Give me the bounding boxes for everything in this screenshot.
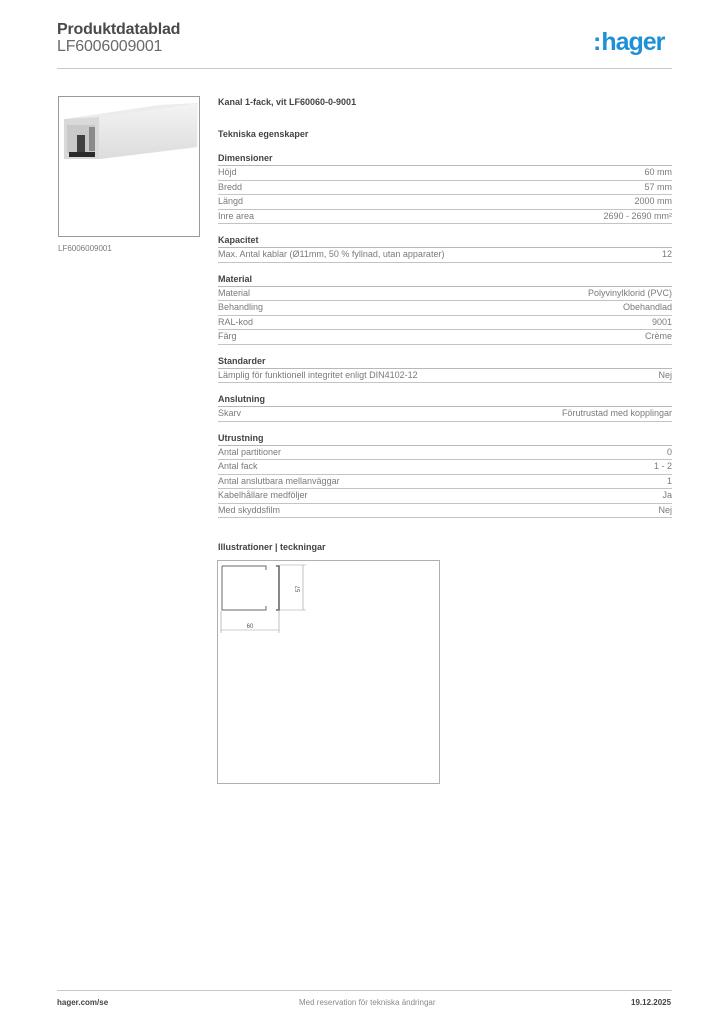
section-title: Standarder bbox=[218, 355, 672, 369]
spec-label: Höjd bbox=[218, 167, 237, 177]
spec-value: Förutrustad med kopplingar bbox=[561, 408, 672, 418]
spec-row bbox=[218, 166, 672, 181]
spec-label: Längd bbox=[218, 196, 244, 206]
footer-website-link[interactable]: hager.com/se bbox=[57, 998, 109, 1007]
spec-value: Crème bbox=[644, 331, 672, 341]
section-connection bbox=[218, 393, 672, 422]
specifications bbox=[218, 96, 672, 518]
spec-value: Ja bbox=[662, 490, 672, 500]
spec-row bbox=[218, 407, 672, 422]
spec-value: Polyvinylklorid (PVC) bbox=[587, 287, 672, 298]
spec-label: Material bbox=[218, 287, 251, 298]
spec-value: 1 - 2 bbox=[653, 461, 672, 471]
spec-row bbox=[218, 316, 672, 331]
spec-label: Skarv bbox=[218, 408, 242, 418]
product-image-caption: LF6006009001 bbox=[58, 244, 112, 253]
spec-label: Max. Antal kablar (Ø11mm, 50 % fyllnad, utan apparater) bbox=[218, 249, 445, 259]
spec-label: Kabelhållare medföljer bbox=[218, 490, 308, 500]
spec-value: 2000 mm bbox=[634, 196, 672, 206]
section-dimensions bbox=[218, 152, 672, 224]
footer-date: 19.12.2025 bbox=[631, 998, 672, 1007]
spec-row bbox=[218, 489, 672, 504]
section-standards bbox=[218, 355, 672, 384]
spec-row bbox=[218, 475, 672, 490]
spec-row bbox=[218, 330, 672, 345]
spec-value: 9001 bbox=[651, 316, 672, 327]
footer-disclaimer: Med reservation för tekniska ändringar bbox=[299, 998, 436, 1007]
product-image bbox=[58, 96, 200, 237]
spec-label: RAL-kod bbox=[218, 316, 254, 327]
section-title: Anslutning bbox=[218, 393, 672, 407]
spec-value: 0 bbox=[666, 446, 672, 457]
section-capacity bbox=[218, 234, 672, 263]
spec-row bbox=[218, 287, 672, 302]
logo-text: hager bbox=[601, 28, 665, 56]
technical-drawing bbox=[217, 560, 440, 784]
document-title: Produktdatablad bbox=[57, 21, 181, 38]
product-code: LF6006009001 bbox=[57, 38, 163, 55]
section-title: Material bbox=[218, 273, 672, 287]
spec-row bbox=[218, 181, 672, 196]
section-material bbox=[218, 273, 672, 345]
spec-label: Bredd bbox=[218, 181, 243, 192]
width-dimension-label: 60 bbox=[246, 624, 254, 630]
height-dimension-label: 57 bbox=[296, 585, 302, 593]
product-name: Kanal 1-fack, vit LF60060-0-9001 bbox=[218, 97, 357, 107]
header-divider bbox=[57, 68, 672, 69]
section-equipment bbox=[218, 432, 672, 519]
section-title: Utrustning bbox=[218, 432, 672, 446]
spec-value: Obehandlad bbox=[622, 302, 672, 312]
spec-label: Färg bbox=[218, 331, 237, 341]
technical-properties-heading: Tekniska egenskaper bbox=[218, 129, 309, 139]
spec-value: Nej bbox=[658, 504, 672, 515]
spec-label: Antal partitioner bbox=[218, 446, 282, 457]
spec-row bbox=[218, 248, 672, 263]
logo-colon-icon: : bbox=[593, 28, 601, 56]
spec-value: 57 mm bbox=[644, 181, 672, 192]
section-title: Kapacitet bbox=[218, 234, 672, 248]
spec-row bbox=[218, 210, 672, 225]
spec-row bbox=[218, 195, 672, 210]
spec-label: Med skyddsfilm bbox=[218, 504, 281, 515]
spec-value: 60 mm bbox=[644, 167, 672, 177]
spec-row bbox=[218, 301, 672, 316]
section-title: Dimensioner bbox=[218, 152, 672, 166]
footer-divider bbox=[57, 990, 672, 991]
cross-section-drawing-icon bbox=[218, 561, 439, 783]
cable-duct-photo-icon bbox=[59, 97, 199, 236]
hager-logo bbox=[593, 28, 664, 57]
spec-row bbox=[218, 446, 672, 461]
spec-value: Nej bbox=[658, 369, 672, 380]
spec-value: 1 bbox=[666, 475, 672, 486]
spec-row bbox=[218, 504, 672, 519]
spec-row bbox=[218, 460, 672, 475]
spec-value: 12 bbox=[661, 249, 672, 259]
spec-value: 2690 - 2690 mm² bbox=[603, 210, 672, 221]
spec-label: Lämplig för funktionell integritet enligt DIN4102-12 bbox=[218, 369, 418, 380]
spec-label: Inre area bbox=[218, 210, 255, 221]
illustrations-heading: Illustrationer | teckningar bbox=[218, 542, 326, 552]
spec-label: Behandling bbox=[218, 302, 264, 312]
spec-label: Antal fack bbox=[218, 461, 258, 471]
spec-label: Antal anslutbara mellanväggar bbox=[218, 475, 340, 486]
spec-row bbox=[218, 369, 672, 384]
